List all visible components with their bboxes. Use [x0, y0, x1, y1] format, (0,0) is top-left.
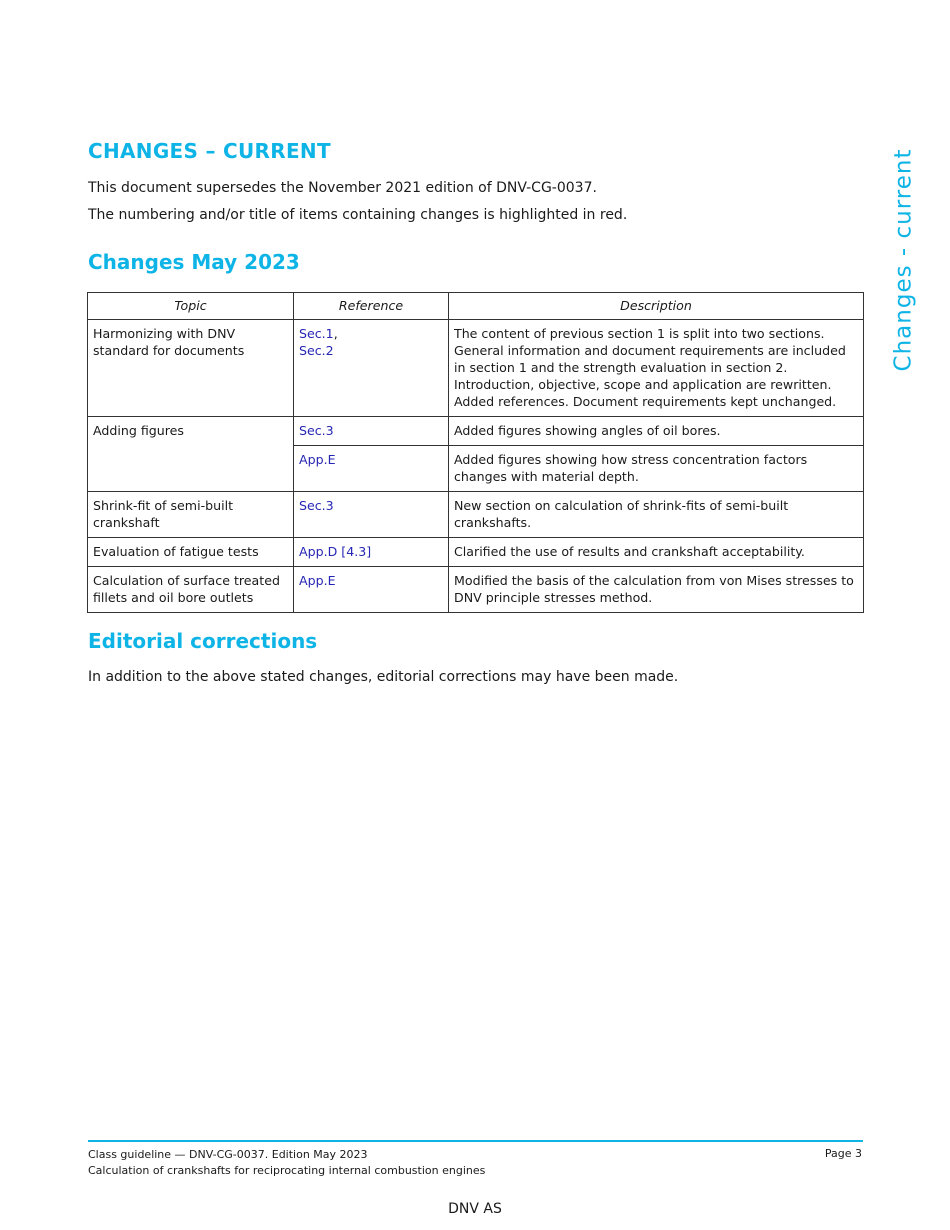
intro-paragraph-1: This document supersedes the November 2021 edition of DNV-CG-0037.: [88, 180, 597, 196]
changes-table: [87, 292, 864, 613]
reference-link[interactable]: Sec.2: [299, 343, 334, 358]
side-section-tab: [888, 145, 918, 375]
description-cell: Added figures showing how stress concentration factors changes with material depth.: [449, 446, 864, 492]
description-cell: The content of previous section 1 is split into two sections. General information and document requirements are included in section 1 and the strength evaluation in section 2. Introduction, objective, scope and application are rewritten. Added references. Document requirements kept unchanged.: [449, 320, 864, 417]
header-topic: Topic: [88, 293, 294, 320]
reference-link[interactable]: App.D [4.3]: [299, 544, 372, 559]
intro-paragraph-2: The numbering and/or title of items containing changes is highlighted in red.: [88, 207, 628, 223]
description-cell: Clarified the use of results and crankshaft acceptability.: [449, 538, 864, 567]
reference-link[interactable]: App.E: [299, 452, 336, 467]
reference-link[interactable]: Sec.3: [299, 498, 334, 513]
page-title: CHANGES – CURRENT: [88, 139, 331, 163]
changes-heading: Changes May 2023: [88, 250, 300, 274]
reference-cell: [294, 538, 449, 567]
table-row: [88, 492, 864, 538]
description-cell: Added figures showing angles of oil bores.: [449, 417, 864, 446]
page-number: Page 3: [824, 1147, 862, 1160]
reference-cell: [294, 446, 449, 492]
reference-cell: [294, 492, 449, 538]
reference-cell: [294, 567, 449, 613]
reference-cell: [294, 417, 449, 446]
company-name: DNV AS: [448, 1201, 502, 1217]
reference-link[interactable]: App.E: [299, 573, 336, 588]
topic-cell: Adding figures: [88, 417, 294, 492]
table-row: [88, 417, 864, 446]
topic-cell: Evaluation of fatigue tests: [88, 538, 294, 567]
footer-divider: [88, 1140, 863, 1142]
footer-line-2: Calculation of crankshafts for reciprocating internal combustion engines: [88, 1164, 486, 1177]
reference-link[interactable]: Sec.3: [299, 423, 334, 438]
description-cell: Modified the basis of the calculation from von Mises stresses to DNV principle stresses method.: [449, 567, 864, 613]
header-description: Description: [449, 293, 864, 320]
description-cell: New section on calculation of shrink-fits of semi-built crankshafts.: [449, 492, 864, 538]
topic-cell: Shrink-fit of semi-built crankshaft: [88, 492, 294, 538]
topic-cell: Harmonizing with DNV standard for documents: [88, 320, 294, 417]
table-header-row: [88, 293, 864, 320]
header-reference: Reference: [294, 293, 449, 320]
table-row: [88, 567, 864, 613]
reference-separator: ,: [333, 326, 338, 341]
editorial-paragraph: In addition to the above stated changes, editorial corrections may have been made.: [88, 669, 679, 685]
table-row: [88, 320, 864, 417]
reference-cell: [294, 320, 449, 417]
editorial-heading: Editorial corrections: [88, 629, 318, 653]
footer-line-1: Class guideline — DNV-CG-0037. Edition May 2023: [88, 1148, 368, 1161]
table-row: [88, 538, 864, 567]
side-section-tab-label: Changes - current: [890, 148, 916, 372]
reference-link[interactable]: Sec.1: [299, 326, 334, 341]
footer-document-info: [88, 1147, 485, 1179]
topic-cell: Calculation of surface treated fillets and oil bore outlets: [88, 567, 294, 613]
